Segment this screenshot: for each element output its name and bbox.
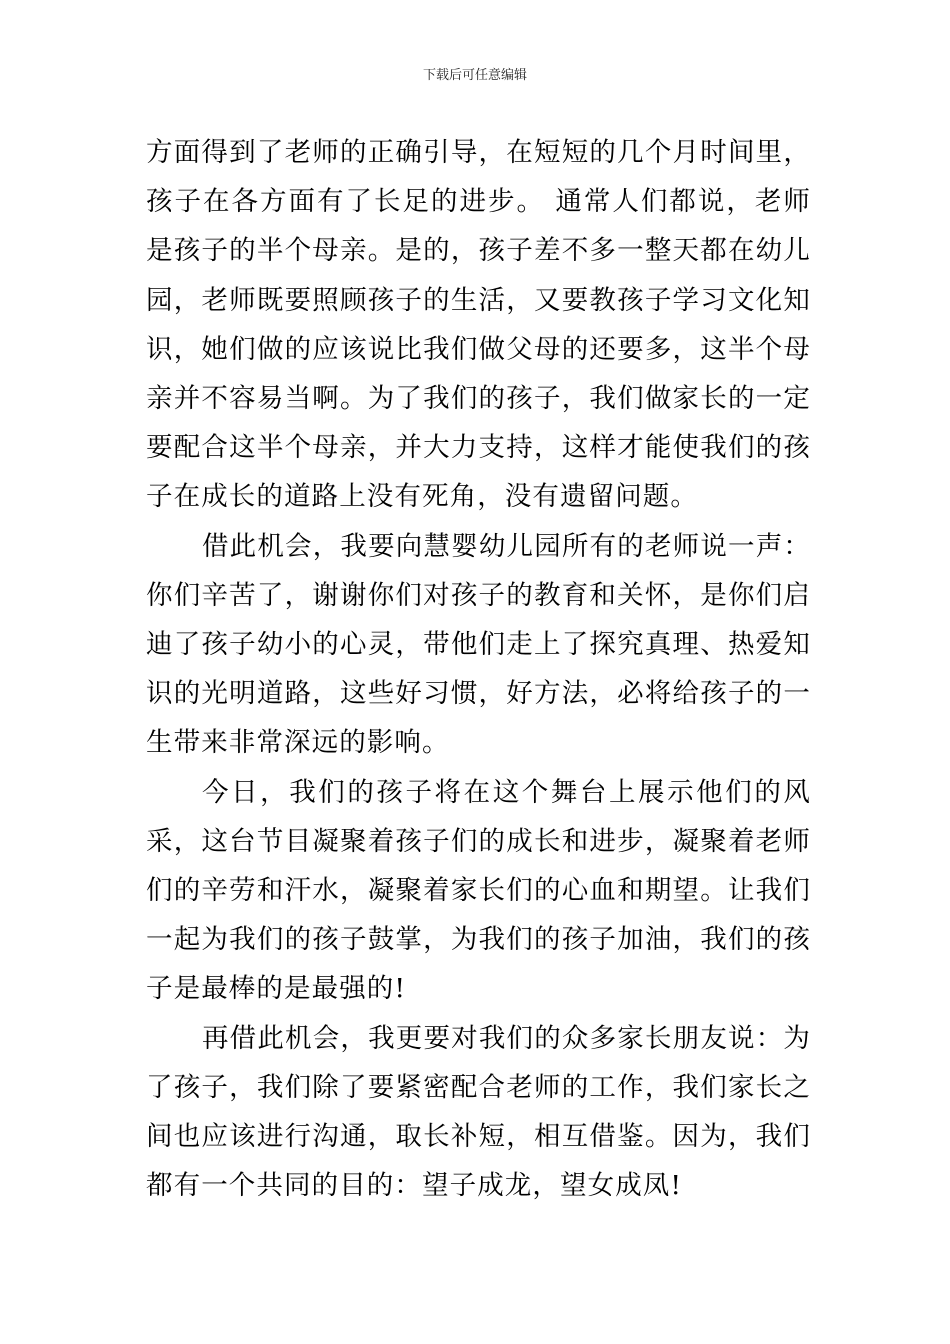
paragraph-continuation: 方面得到了老师的正确引导，在短短的几个月时间里，孩子在各方面有了长足的进步。 通常人们都说，老师是孩子的半个母亲。是的，孩子差不多一整天都在幼儿园，老师既要照顾孩子的生活，又要教孩子学习文化知识，她们做的应该说比我们做父母的还要多，这半个母亲并不容易当啊。为了我们的孩子，我们做家长的一定要配合这半个母亲，并大力支持，这样才能使我们的孩子在成长的道路上没有死角，没有遗留问题。: [146, 137, 811, 513]
document-body: [146, 128, 811, 1210]
page-header-note: 下载后可任意编辑: [422, 68, 527, 83]
paragraph-performance: 今日，我们的孩子将在这个舞台上展示他们的风采，这台节目凝聚着孩子们的成长和进步，凝聚着老师们的辛劳和汗水，凝聚着家长们的心血和期望。让我们一起为我们的孩子鼓掌，为我们的孩子加油，我们的孩子是最棒的是最强的!: [146, 776, 811, 1005]
paragraph-parents: 再借此机会，我更要对我们的众多家长朋友说：为了孩子，我们除了要紧密配合老师的工作，我们家长之间也应该进行沟通，取长补短，相互借鉴。因为，我们都有一个共同的目的：望子成龙，望女成凤!: [146, 1022, 811, 1202]
paragraph-thanks-teachers: 借此机会，我要向慧婴幼儿园所有的老师说一声：你们辛苦了，谢谢你们对孩子的教育和关怀，是你们启迪了孩子幼小的心灵，带他们走上了探究真理、热爱知识的光明道路，这些好习惯，好方法，必将给孩子的一生带来非常深远的影响。: [146, 530, 811, 759]
